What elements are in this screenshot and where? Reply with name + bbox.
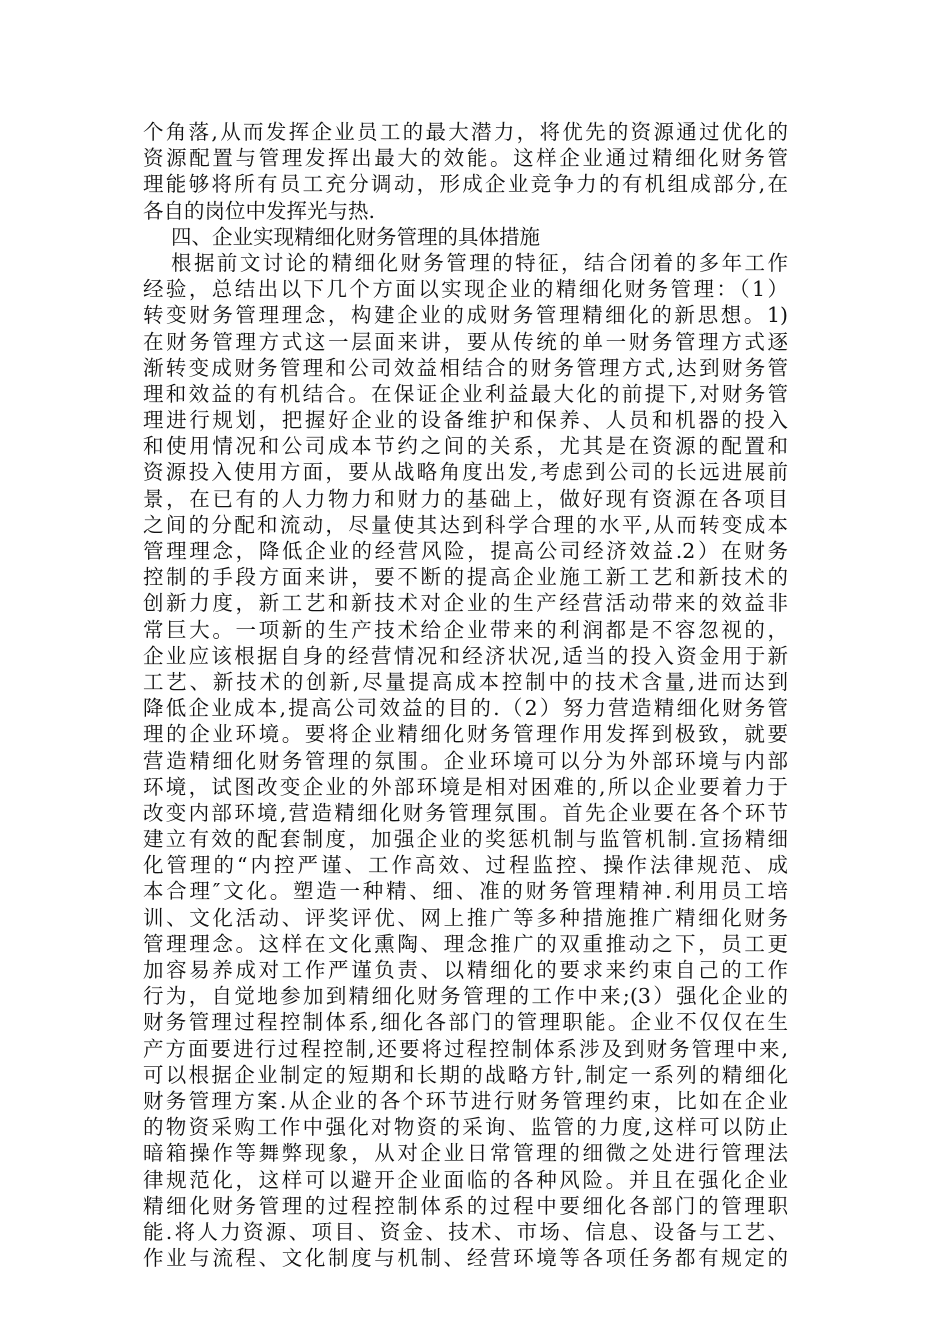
text-line: 环境，试图改变企业的外部环境是相对困难的,所以企业要着力于 [143, 774, 788, 799]
text-line: 常巨大。一项新的生产技术给企业带来的利润都是不容忽视的， [143, 617, 788, 642]
text-line: 资源投入使用方面，要从战略角度出发,考虑到公司的长远进展前 [143, 460, 788, 485]
text-line: 改变内部环境,营造精细化财务管理氛围。首先企业要在各个环节 [143, 800, 788, 825]
text-line: 财务管理过程控制体系,细化各部门的管理职能。企业不仅仅在生 [143, 1010, 788, 1035]
text-line: 管理理念。这样在文化熏陶、理念推广的双重推动之下，员工更 [143, 931, 788, 956]
text-line: 可以根据企业制定的短期和长期的战略方针,制定一系列的精细化 [143, 1062, 788, 1087]
text-line: 转变财务管理理念，构建企业的成财务管理精细化的新思想。1) [143, 303, 788, 328]
text-line: 控制的手段方面来讲，要不断的提高企业施工新工艺和新技术的 [143, 565, 788, 590]
text-line: 训、文化活动、评奖评优、网上推广等多种措施推广精细化财务 [143, 905, 788, 930]
text-line: 理和效益的有机结合。在保证企业利益最大化的前提下,对财务管 [143, 381, 788, 406]
text-line: 工艺、新技术的创新,尽量提高成本控制中的技术含量,进而达到 [143, 669, 788, 694]
body-text [143, 119, 788, 1271]
text-line: 作业与流程、文化制度与机制、经营环境等各项任务都有规定的 [143, 1246, 788, 1271]
text-line: 理进行规划，把握好企业的设备维护和保养、人员和机器的投入 [143, 408, 788, 433]
text-line: 之间的分配和流动，尽量使其达到科学合理的水平,从而转变成本 [143, 512, 788, 537]
text-line: 渐转变成财务管理和公司效益相结合的财务管理方式,达到财务管 [143, 355, 788, 380]
text-line: 建立有效的配套制度，加强企业的奖惩机制与监管机制.宣扬精细 [143, 827, 788, 852]
text-line: 经验，总结出以下几个方面以实现企业的精细化财务管理：（1） [143, 277, 788, 302]
text-line: 降低企业成本,提高公司效益的目的.（2）努力营造精细化财务管 [143, 696, 788, 721]
text-line: 暗箱操作等舞弊现象，从对企业日常管理的细微之处进行管理法 [143, 1141, 788, 1166]
text-line: 营造精细化财务管理的氛围。企业环境可以分为外部环境与内部 [143, 748, 788, 773]
text-line: 个角落,从而发挥企业员工的最大潜力，将优先的资源通过优化的 [143, 120, 788, 144]
text-line: 各自的岗位中发挥光与热. [143, 198, 376, 223]
text-line: 行为，自觉地参加到精细化财务管理的工作中来;(3）强化企业的 [143, 984, 788, 1009]
text-line: 本合理″文化。塑造一种精、细、准的财务管理精神.利用员工培 [143, 879, 788, 904]
text-line: 资源配置与管理发挥出最大的效能。这样企业通过精细化财务管 [143, 146, 788, 171]
text-line: 能.将人力资源、项目、资金、技术、市场、信息、设备与工艺、 [143, 1219, 788, 1244]
text-line: 管理理念，降低企业的经营风险，提高公司经济效益.2）在财务 [143, 539, 788, 563]
text-line: 财务管理方案.从企业的各个环节进行财务管理约束，比如在企业 [143, 1088, 788, 1113]
text-line: 根据前文讨论的精细化财务管理的特征，结合闭着的多年工作 [171, 250, 788, 275]
section-heading: 四、企业实现精细化财务管理的具体措施 [171, 224, 540, 249]
text-line: 加容易养成对工作严谨负责、以精细化的要求来约束自己的工作 [143, 958, 788, 982]
text-line: 律规范化，这样可以避开企业面临的各种风险。并且在强化企业 [143, 1167, 788, 1192]
text-line: 精细化财务管理的过程控制体系的过程中要细化各部门的管理职 [143, 1193, 788, 1218]
text-line: 理的企业环境。要将企业精细化财务管理作用发挥到极致，就要 [143, 722, 788, 747]
text-line: 景，在已有的人力物力和财力的基础上，做好现有资源在各项目 [143, 486, 788, 511]
text-line: 在财务管理方式这一层面来讲，要从传统的单一财务管理方式逐 [143, 329, 788, 354]
text-line: 理能够将所有员工充分调动，形成企业竞争力的有机组成部分,在 [143, 172, 788, 197]
text-line: 的物资采购工作中强化对物资的采询、监管的力度,这样可以防止 [143, 1115, 788, 1140]
text-line: 产方面要进行过程控制,还要将过程控制体系涉及到财务管理中来, [143, 1036, 788, 1061]
text-line: 化管理的“内控严谨、工作高效、过程监控、操作法律规范、成 [143, 853, 788, 878]
text-line: 和使用情况和公司成本节约之间的关系，尤其是在资源的配置和 [143, 434, 788, 459]
text-line: 企业应该根据自身的经营情况和经济状况,适当的投入资金用于新 [143, 643, 788, 668]
text-line: 创新力度，新工艺和新技术对企业的生产经营活动带来的效益非 [143, 591, 788, 616]
